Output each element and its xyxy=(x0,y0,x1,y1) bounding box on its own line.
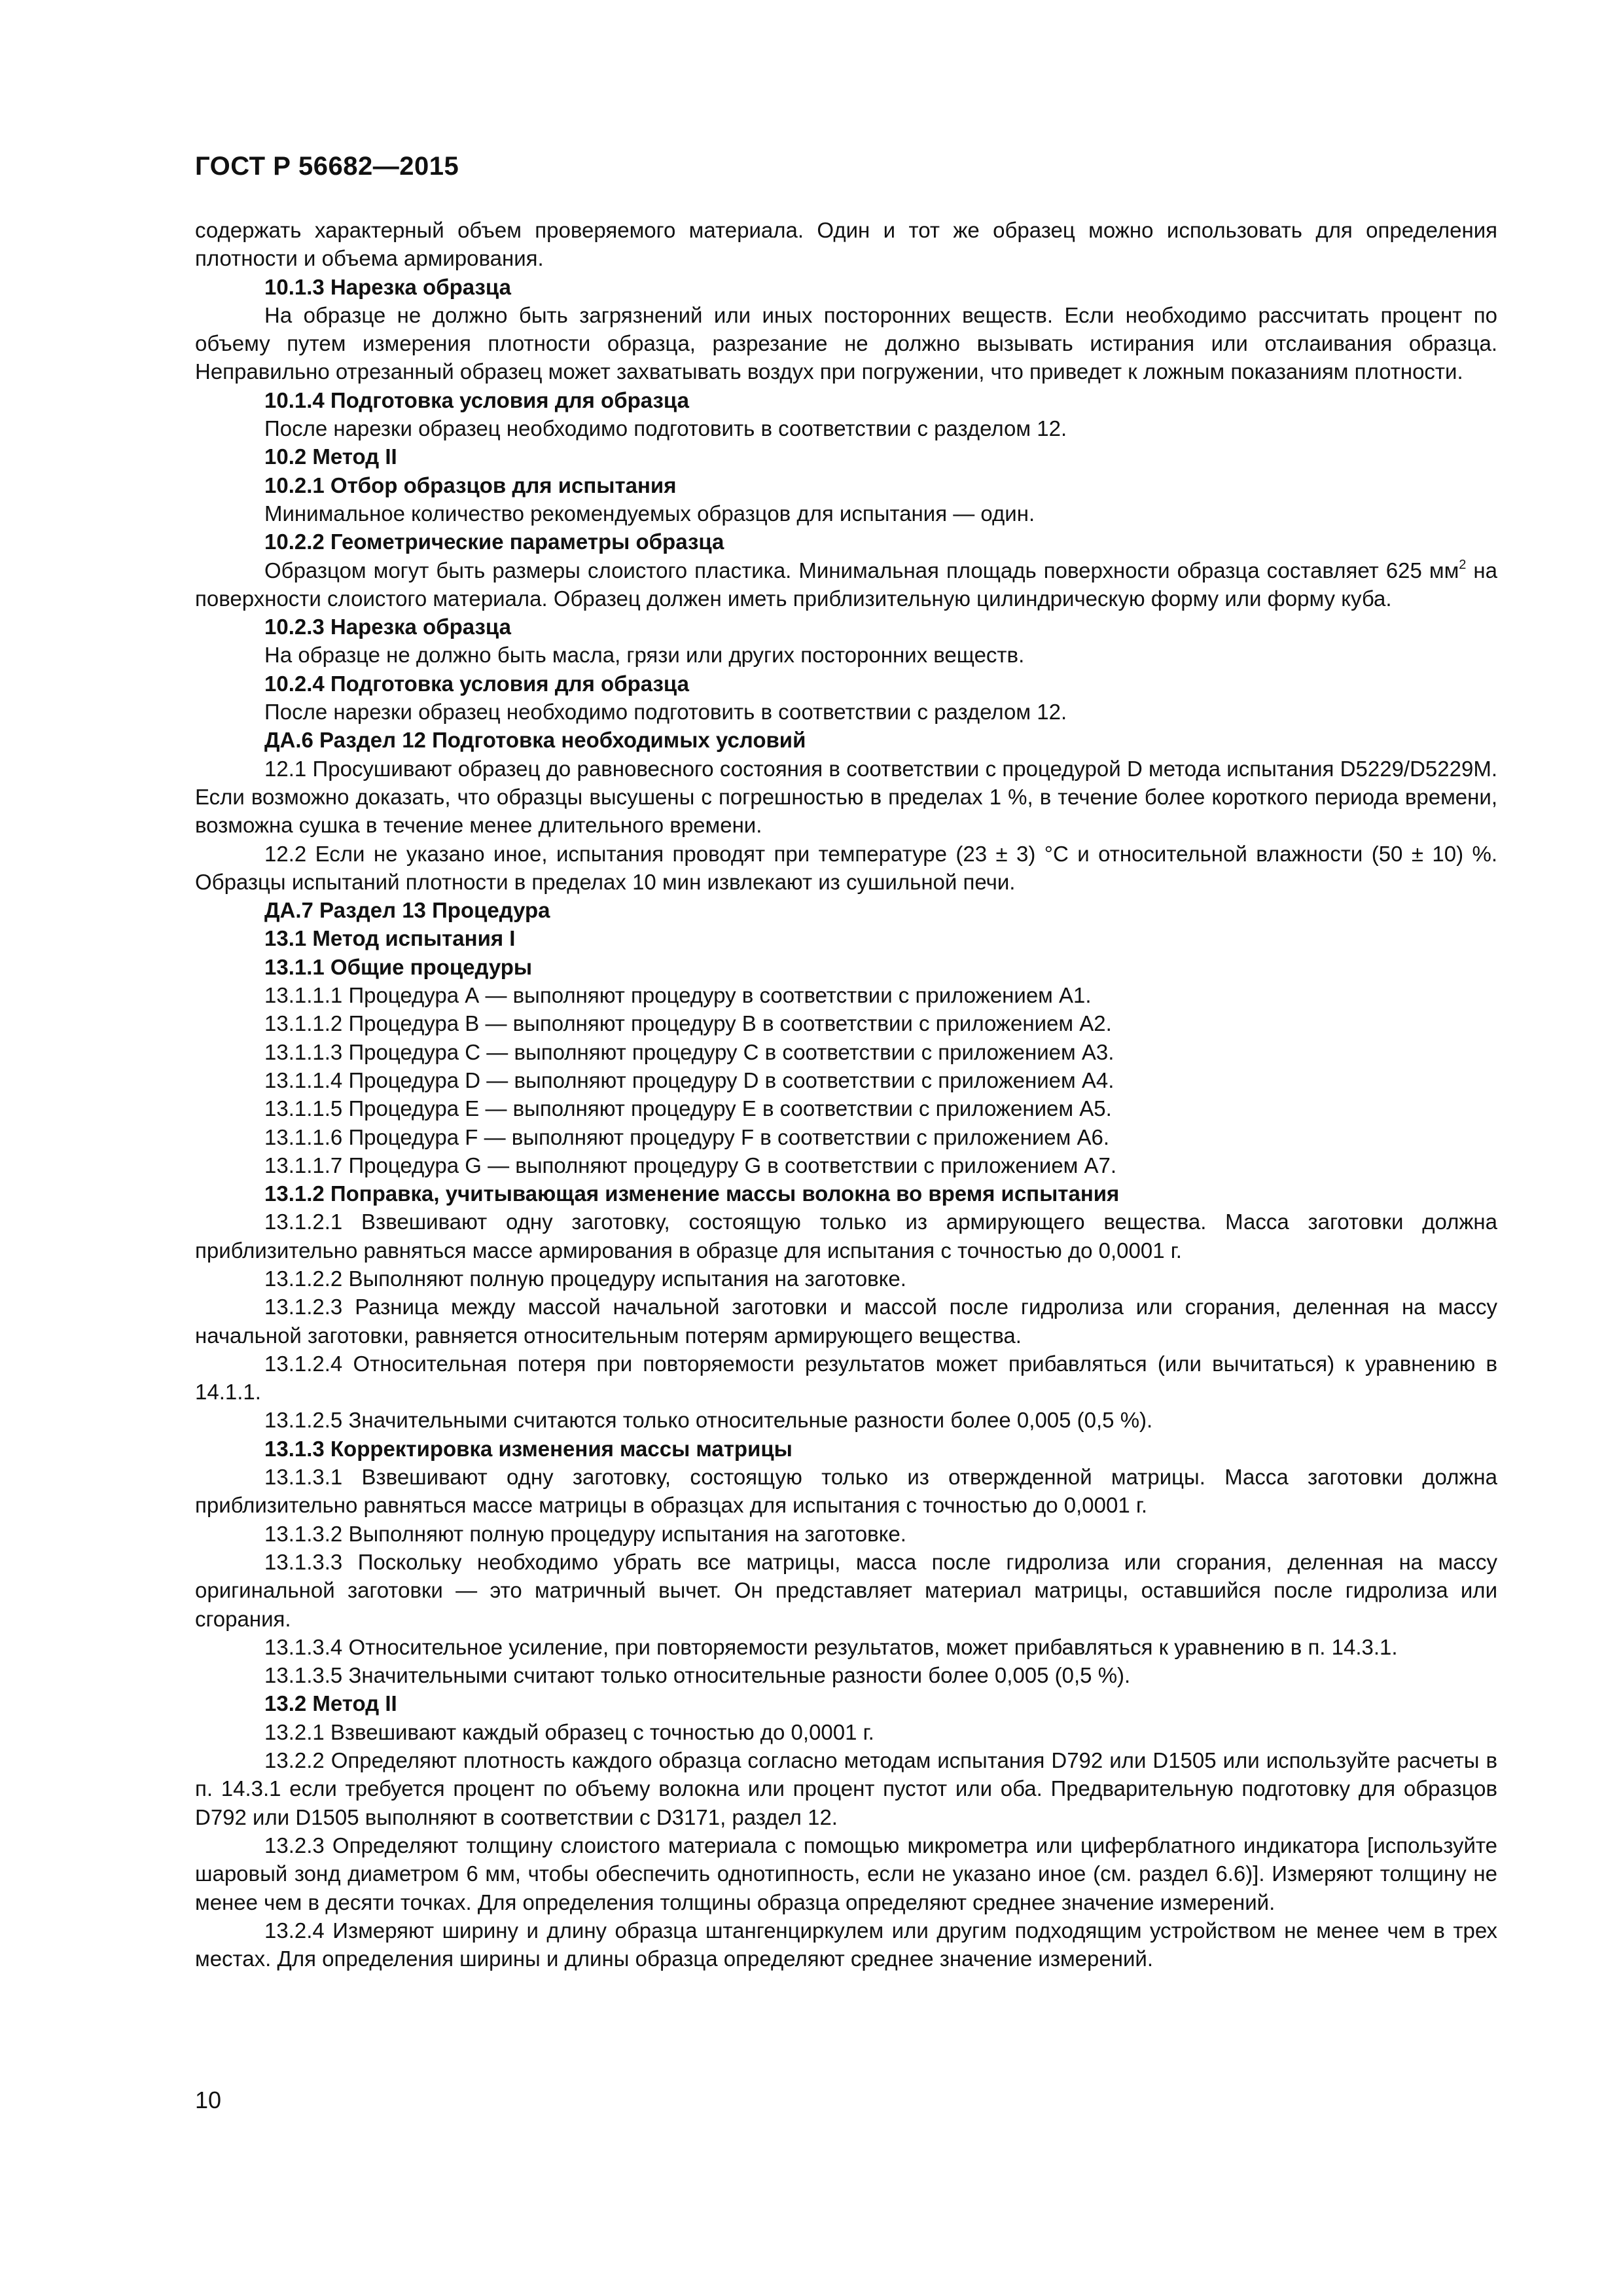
body-paragraph xyxy=(195,556,1497,613)
body-paragraph: 13.1.1.1 Процедура А — выполняют процедуру в соответствии с приложением А1. xyxy=(264,983,1092,1008)
body-paragraph: На образце не должно быть масла, грязи или других посторонних веществ. xyxy=(264,643,1025,668)
section-heading: 10.2 Метод II xyxy=(264,444,397,469)
body-paragraph: 13.1.3.1 Взвешивают одну заготовку, состоящую только из отвержденной матрицы. Масса заготовки должна приблизительно равняться массе матрицы в образцах для испытания с точностью до 0,0001 г. xyxy=(195,1465,1497,1518)
section-heading: 10.1.4 Подготовка условия для образца xyxy=(264,387,689,412)
body-paragraph: После нарезки образец необходимо подготовить в соответствии с разделом 12. xyxy=(264,700,1067,725)
body-paragraph: 13.2.4 Измеряют ширину и длину образца штангенциркулем или другим подходящим устройством не менее чем в трех местах. Для определения ширины и длины образца определяют среднее значение измерений. xyxy=(195,1918,1497,1971)
body-paragraph: 13.1.1.6 Процедура F — выполняют процедуру F в соответствии с приложением А6. xyxy=(264,1124,1110,1149)
body-paragraph: 13.1.1.2 Процедура В — выполняют процедуру В в соответствии с приложением А2. xyxy=(264,1011,1112,1036)
superscript: 2 xyxy=(1459,557,1467,572)
body-paragraph: 13.1.1.7 Процедура G — выполняют процедуру G в соответствии с приложением А7. xyxy=(264,1153,1117,1177)
section-heading: 13.1.2 Поправка, учитывающая изменение массы волокна во время испытания xyxy=(264,1181,1120,1206)
body-paragraph: содержать характерный объем проверяемого материала. Один и тот же образец можно использовать для определения плотности и объема армирования. xyxy=(195,218,1497,271)
body-paragraph: 13.2.1 Взвешивают каждый образец с точностью до 0,0001 г. xyxy=(264,1719,874,1744)
document-body xyxy=(195,216,1497,1973)
body-paragraph: После нарезки образец необходимо подготовить в соответствии с разделом 12. xyxy=(264,416,1067,441)
body-paragraph: 13.1.2.3 Разница между массой начальной заготовки и массой после гидролиза или сгорания, деленная на массу начальной заготовки, равняется относительным потерям армирующего вещества. xyxy=(195,1295,1497,1348)
body-paragraph: На образце не должно быть загрязнений или иных посторонних веществ. Если необходимо рассчитать процент по объему путем измерения плотности образца, разрезание не должно вызывать истирания или отслаивания образца. Неправильно отрезанный образец может захватывать воздух при погружении, что приведет к ложным показаниям плотности. xyxy=(195,302,1497,384)
section-heading: 13.2 Метод II xyxy=(264,1691,397,1716)
body-paragraph: 13.1.3.2 Выполняют полную процедуру испытания на заготовке. xyxy=(264,1521,906,1546)
section-heading: 13.1.3 Корректировка изменения массы матрицы xyxy=(264,1436,793,1461)
body-paragraph: 13.1.2.4 Относительная потеря при повторяемости результатов может прибавляться (или вычитаться) к уравнению в 14.1.1. xyxy=(195,1351,1497,1405)
body-paragraph: 12.1 Просушивают образец до равновесного состояния в соответствии с процедурой D метода испытания D5229/D5229M. Если возможно доказать, что образцы высушены с погрешностью в пределах 1 %, в течение более короткого периода времени, возможна сушка в течение менее длительного времени. xyxy=(195,756,1497,838)
body-paragraph: 13.1.2.2 Выполняют полную процедуру испытания на заготовке. xyxy=(264,1266,906,1291)
paragraph-text: на поверхности слоистого материала. Образец должен иметь приблизительную цилиндрическую форму или форму куба. xyxy=(195,558,1498,611)
body-paragraph: 13.1.3.4 Относительное усиление, при повторяемости результатов, может прибавляться к уравнению в п. 14.3.1. xyxy=(264,1634,1398,1659)
section-heading: 13.1.1 Общие процедуры xyxy=(264,954,533,979)
body-paragraph: 12.2 Если не указано иное, испытания проводят при температуре (23 ± 3) °С и относительной влажности (50 ± 10) %. Образцы испытаний плотности в пределах 10 мин извлекают из сушильной печи. xyxy=(195,841,1497,894)
body-paragraph: 13.1.2.5 Значительными считаются только относительные разности более 0,005 (0,5 %). xyxy=(264,1408,1153,1433)
body-paragraph: 13.1.1.3 Процедура С — выполняют процедуру С в соответствии с приложением А3. xyxy=(264,1039,1115,1064)
section-heading: 10.2.4 Подготовка условия для образца xyxy=(264,671,689,696)
body-paragraph: 13.2.2 Определяют плотность каждого образца согласно методам испытания D792 или D1505 или используйте расчеты в п. 14.3.1 если требуется процент по объему волокна или процент пустот или оба. Предварительную подготовку для образцов D792 или D1505 выполняют в соответствии с D3171, раздел 12. xyxy=(195,1748,1497,1829)
body-paragraph: Минимальное количество рекомендуемых образцов для испытания — один. xyxy=(264,501,1035,526)
body-paragraph: 13.1.3.5 Значительными считают только относительные разности более 0,005 (0,5 %). xyxy=(264,1663,1131,1688)
section-heading: 10.2.2 Геометрические параметры образца xyxy=(264,529,724,554)
body-paragraph: 13.1.1.5 Процедура Е — выполняют процедуру Е в соответствии с приложением А5. xyxy=(264,1096,1112,1121)
section-heading: ДА.6 Раздел 12 Подготовка необходимых условий xyxy=(264,728,806,753)
body-paragraph: 13.1.3.3 Поскольку необходимо убрать все матрицы, масса после гидролиза или сгорания, деленная на массу оригинальной заготовки — это матричный вычет. Он представляет материал матрицы, оставшийся после гидролиза или сгорания. xyxy=(195,1549,1497,1631)
section-heading: ДА.7 Раздел 13 Процедура xyxy=(264,898,550,923)
section-heading: 10.2.1 Отбор образцов для испытания xyxy=(264,473,677,497)
section-heading: 10.1.3 Нарезка образца xyxy=(264,274,511,299)
body-paragraph: 13.1.1.4 Процедура D — выполняют процедуру D в соответствии с приложением А4. xyxy=(264,1067,1115,1092)
body-paragraph: 13.2.3 Определяют толщину слоистого материала с помощью микрометра или циферблатного индикатора [используйте шаровый зонд диаметром 6 мм, чтобы обеспечить однотипность, если не указано иное (см. раздел 6.6)]. Измеряют толщину не менее чем в десяти точках. Для определения толщины образца определяют среднее значение измерений. xyxy=(195,1833,1497,1914)
body-paragraph: 13.1.2.1 Взвешивают одну заготовку, состоящую только из армирующего вещества. Масса заготовки должна приблизительно равняться массе армирования в образце для испытания с точностью до 0,0001 г. xyxy=(195,1210,1497,1263)
page-number: 10 xyxy=(195,2087,222,2113)
section-heading: 10.2.3 Нарезка образца xyxy=(264,615,511,639)
paragraph-text: Образцом могут быть размеры слоистого пластика. Минимальная площадь поверхности образца составляет 625 мм xyxy=(264,558,1459,583)
document-header: ГОСТ Р 56682—2015 xyxy=(195,152,459,181)
section-heading: 13.1 Метод испытания I xyxy=(264,926,516,951)
